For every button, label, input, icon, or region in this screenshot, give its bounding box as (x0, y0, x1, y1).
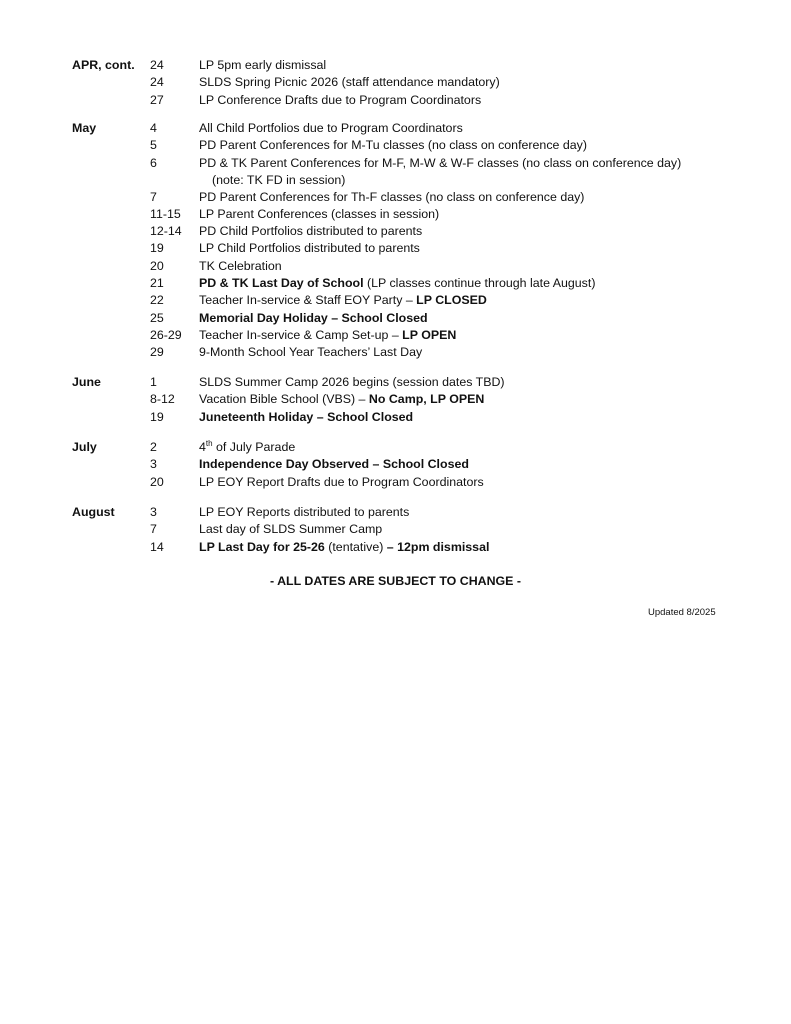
event-description (199, 539, 489, 556)
event-text: Last day of SLDS Summer Camp (199, 522, 383, 537)
event-row (0, 155, 791, 189)
event-day: 24 (150, 75, 164, 90)
event-text-bold: – 12pm dismissal (386, 539, 490, 554)
event-text: (LP classes continue through late August) (363, 276, 596, 291)
event-text: LP 5pm early dismissal (199, 58, 327, 72)
event-description (199, 292, 487, 309)
event-row (0, 374, 791, 391)
event-description (199, 504, 409, 521)
event-description (199, 310, 428, 327)
month-section (0, 120, 791, 362)
event-day: 7 (150, 522, 157, 537)
change-notice: - ALL DATES ARE SUBJECT TO CHANGE - (269, 574, 522, 588)
event-day: 29 (150, 345, 164, 360)
event-day: 1 (150, 375, 157, 389)
event-text: SLDS Summer Camp 2026 begins (session dates TBD) (199, 375, 505, 389)
event-row (0, 456, 791, 473)
event-row (0, 74, 791, 91)
event-text: LP EOY Report Drafts due to Program Coordinators (199, 474, 484, 489)
event-day: 4 (150, 121, 157, 135)
event-description (199, 275, 595, 292)
month-label: May (72, 121, 97, 135)
event-description (199, 439, 295, 456)
event-day: 2 (150, 440, 157, 454)
event-day: 27 (150, 92, 164, 107)
month-section (0, 57, 791, 109)
event-description (199, 92, 481, 109)
event-row (0, 206, 791, 223)
event-row (0, 137, 791, 154)
event-text-bold: LP CLOSED (416, 293, 487, 308)
event-day: 5 (150, 138, 157, 153)
event-text: Teacher In-service & Camp Set-up – (199, 327, 403, 342)
event-text: LP EOY Reports distributed to parents (199, 505, 410, 519)
event-row (0, 409, 791, 426)
event-text: PD Parent Conferences for Th-F classes (no class on conference day) (199, 189, 585, 204)
event-day: 7 (150, 189, 157, 204)
event-text: of July Parade (212, 440, 296, 454)
event-row (0, 120, 791, 137)
event-text-bold: LP OPEN (402, 327, 457, 342)
month-section (0, 374, 791, 426)
event-description (199, 120, 463, 137)
event-day: 24 (150, 58, 164, 72)
month-label: July (72, 440, 97, 454)
event-day: 12-14 (150, 224, 182, 239)
event-day: 19 (150, 241, 164, 256)
event-day: 14 (150, 539, 164, 554)
event-text: LP Child Portfolios distributed to parents (199, 241, 420, 256)
event-row (0, 223, 791, 240)
event-text: All Child Portfolios due to Program Coordinators (199, 121, 463, 135)
event-text: 9-Month School Year Teachers’ Last Day (199, 345, 423, 360)
event-row (0, 344, 791, 361)
event-row (0, 391, 791, 408)
event-description (199, 137, 587, 154)
event-description (199, 374, 505, 391)
month-section (0, 504, 791, 556)
event-text: SLDS Spring Picnic 2026 (staff attendance mandatory) (199, 75, 500, 90)
event-text-bold: No Camp, LP OPEN (368, 392, 485, 407)
event-text-bold: Juneteenth Holiday – School Closed (199, 409, 414, 424)
event-description (199, 391, 484, 408)
event-text: PD & TK Parent Conferences for M-F, M-W & W-F classes (no class on conference day) (199, 155, 682, 170)
event-description (199, 57, 326, 74)
event-day: 19 (150, 409, 164, 424)
event-text: LP Parent Conferences (classes in session) (199, 206, 440, 221)
event-description (199, 189, 584, 206)
event-description (199, 456, 469, 473)
event-day: 21 (150, 276, 164, 291)
event-description (199, 206, 439, 223)
event-text-bold: LP Last Day for 25-26 (199, 539, 325, 554)
event-row (0, 258, 791, 275)
event-description (199, 409, 413, 426)
event-text-bold: Independence Day Observed – School Closed (199, 457, 469, 472)
event-description (199, 74, 500, 91)
event-description (199, 474, 484, 491)
event-row (0, 539, 791, 556)
event-note: (note: TK FD in session) (212, 172, 346, 187)
event-row (0, 521, 791, 538)
event-description (199, 155, 681, 172)
event-day: 3 (150, 505, 157, 519)
event-row (0, 240, 791, 257)
month-section (0, 439, 791, 491)
ordinal-suffix: th (205, 439, 213, 448)
event-row (0, 439, 791, 456)
event-day: 20 (150, 474, 164, 489)
event-description (199, 344, 422, 361)
event-day: 6 (150, 155, 157, 170)
event-day: 26-29 (150, 327, 182, 342)
event-text: PD Child Portfolios distributed to parents (199, 224, 423, 239)
event-text: (tentative) (324, 539, 387, 554)
event-description (199, 223, 422, 240)
event-row (0, 92, 791, 109)
event-text-bold: Memorial Day Holiday – School Closed (199, 310, 428, 325)
event-row (0, 327, 791, 344)
event-text: TK Celebration (199, 258, 282, 273)
event-day: 20 (150, 258, 164, 273)
event-text-bold: PD & TK Last Day of School (199, 276, 364, 291)
event-description (199, 258, 282, 275)
event-row (0, 189, 791, 206)
updated-date: Updated 8/2025 (648, 607, 716, 618)
event-text: Teacher In-service & Staff EOY Party – (199, 293, 417, 308)
event-row (0, 292, 791, 309)
event-day: 22 (150, 293, 164, 308)
event-text: LP Conference Drafts due to Program Coordinators (199, 92, 482, 107)
event-row (0, 504, 791, 521)
event-text: Vacation Bible School (VBS) – (199, 392, 369, 407)
event-description (199, 240, 420, 257)
event-day: 3 (150, 457, 157, 472)
event-row (0, 57, 791, 74)
month-label: June (72, 375, 101, 389)
event-description (199, 327, 456, 344)
event-row (0, 310, 791, 327)
event-day: 11-15 (150, 206, 181, 221)
event-text: 4 (199, 440, 206, 454)
event-day: 8-12 (150, 392, 175, 407)
event-row (0, 275, 791, 292)
event-description (199, 521, 382, 538)
event-day: 25 (150, 310, 164, 325)
event-text: PD Parent Conferences for M-Tu classes (no class on conference day) (199, 138, 587, 153)
event-row (0, 474, 791, 491)
month-label: August (72, 505, 115, 519)
month-label: APR, cont. (72, 58, 135, 72)
